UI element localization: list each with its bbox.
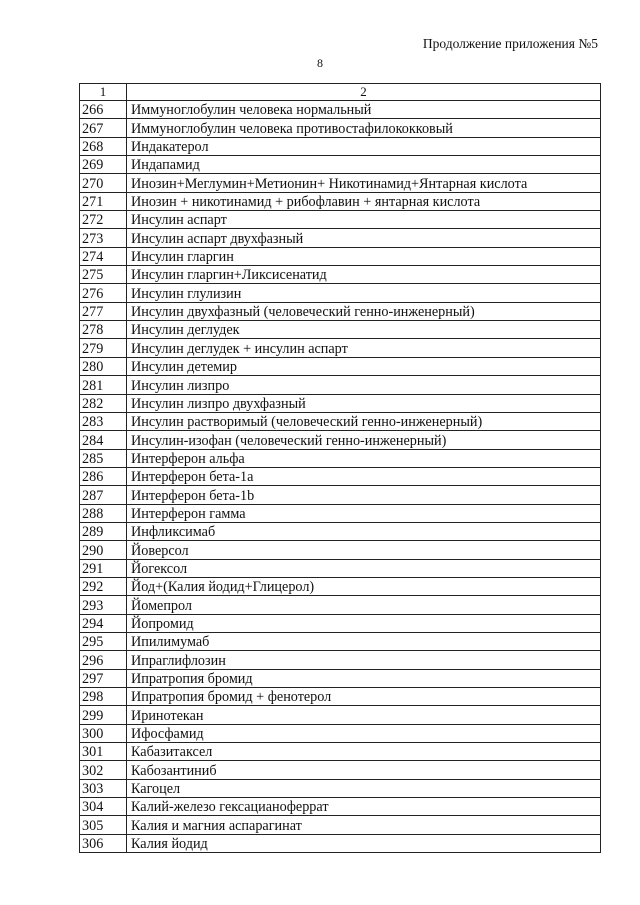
table-row bbox=[80, 522, 601, 540]
drug-name-cell: Индапамид bbox=[127, 156, 601, 174]
row-number-cell: 266 bbox=[80, 101, 127, 119]
drug-name-cell: Интерферон альфа bbox=[127, 449, 601, 467]
table-row bbox=[80, 834, 601, 852]
row-number-cell: 303 bbox=[80, 779, 127, 797]
drug-name-cell: Инсулин аспарт bbox=[127, 211, 601, 229]
row-number-cell: 292 bbox=[80, 577, 127, 595]
row-number-cell: 282 bbox=[80, 394, 127, 412]
row-number-cell: 280 bbox=[80, 357, 127, 375]
row-number-cell: 277 bbox=[80, 302, 127, 320]
table-row bbox=[80, 321, 601, 339]
drug-name-cell: Инсулин глулизин bbox=[127, 284, 601, 302]
row-number-cell: 290 bbox=[80, 541, 127, 559]
column-header-number: 1 bbox=[80, 84, 127, 101]
table-row bbox=[80, 192, 601, 210]
table-row bbox=[80, 779, 601, 797]
table-row bbox=[80, 688, 601, 706]
drug-name-cell: Инсулин растворимый (человеческий генно-инженерный) bbox=[127, 412, 601, 430]
table-row bbox=[80, 266, 601, 284]
row-number-cell: 269 bbox=[80, 156, 127, 174]
row-number-cell: 278 bbox=[80, 321, 127, 339]
row-number-cell: 279 bbox=[80, 339, 127, 357]
table-row bbox=[80, 614, 601, 632]
drug-name-cell: Инсулин лизпро двухфазный bbox=[127, 394, 601, 412]
row-number-cell: 288 bbox=[80, 504, 127, 522]
row-number-cell: 295 bbox=[80, 632, 127, 650]
drug-name-cell: Ипратропия бромид bbox=[127, 669, 601, 687]
drug-name-cell: Инсулин гларгин bbox=[127, 247, 601, 265]
table-row bbox=[80, 706, 601, 724]
table-row bbox=[80, 284, 601, 302]
row-number-cell: 271 bbox=[80, 192, 127, 210]
row-number-cell: 286 bbox=[80, 467, 127, 485]
drug-name-cell: Иммуноглобулин человека противостафилококковый bbox=[127, 119, 601, 137]
table-row bbox=[80, 816, 601, 834]
drug-name-cell: Инсулин деглудек + инсулин аспарт bbox=[127, 339, 601, 357]
drug-name-cell: Ифосфамид bbox=[127, 724, 601, 742]
row-number-cell: 285 bbox=[80, 449, 127, 467]
drug-name-cell: Кабозантиниб bbox=[127, 761, 601, 779]
row-number-cell: 267 bbox=[80, 119, 127, 137]
table-row bbox=[80, 137, 601, 155]
drug-name-cell: Йомепрол bbox=[127, 596, 601, 614]
table-row bbox=[80, 504, 601, 522]
table-row bbox=[80, 743, 601, 761]
drug-name-cell: Ипилимумаб bbox=[127, 632, 601, 650]
table-row bbox=[80, 632, 601, 650]
drug-name-cell: Инфликсимаб bbox=[127, 522, 601, 540]
row-number-cell: 273 bbox=[80, 229, 127, 247]
table-row bbox=[80, 541, 601, 559]
column-header-name: 2 bbox=[127, 84, 601, 101]
drug-name-cell: Калия йодид bbox=[127, 834, 601, 852]
drug-name-cell: Кагоцел bbox=[127, 779, 601, 797]
table-row bbox=[80, 467, 601, 485]
drug-name-cell: Ипраглифлозин bbox=[127, 651, 601, 669]
table-row bbox=[80, 412, 601, 430]
table-row bbox=[80, 211, 601, 229]
table-row bbox=[80, 651, 601, 669]
drug-name-cell: Калий-железо гексацианоферрат bbox=[127, 798, 601, 816]
row-number-cell: 275 bbox=[80, 266, 127, 284]
row-number-cell: 296 bbox=[80, 651, 127, 669]
table-row bbox=[80, 119, 601, 137]
drug-name-cell: Инсулин аспарт двухфазный bbox=[127, 229, 601, 247]
drug-name-cell: Интерферон бета-1b bbox=[127, 486, 601, 504]
drug-name-cell: Йопромид bbox=[127, 614, 601, 632]
row-number-cell: 281 bbox=[80, 376, 127, 394]
row-number-cell: 293 bbox=[80, 596, 127, 614]
table-row bbox=[80, 101, 601, 119]
row-number-cell: 283 bbox=[80, 412, 127, 430]
table-row bbox=[80, 798, 601, 816]
row-number-cell: 300 bbox=[80, 724, 127, 742]
row-number-cell: 276 bbox=[80, 284, 127, 302]
medication-table bbox=[79, 83, 601, 853]
table-row bbox=[80, 577, 601, 595]
drug-name-cell: Иринотекан bbox=[127, 706, 601, 724]
table-row bbox=[80, 339, 601, 357]
drug-name-cell: Ипратропия бромид + фенотерол bbox=[127, 688, 601, 706]
row-number-cell: 287 bbox=[80, 486, 127, 504]
drug-name-cell: Инозин+Меглумин+Метионин+ Никотинамид+Янтарная кислота bbox=[127, 174, 601, 192]
drug-name-cell: Йоверсол bbox=[127, 541, 601, 559]
drug-name-cell: Интерферон бета-1а bbox=[127, 467, 601, 485]
row-number-cell: 301 bbox=[80, 743, 127, 761]
drug-name-cell: Кабазитаксел bbox=[127, 743, 601, 761]
page-number: 8 bbox=[317, 56, 323, 70]
table-row bbox=[80, 302, 601, 320]
table-row bbox=[80, 174, 601, 192]
table-row bbox=[80, 761, 601, 779]
table-row bbox=[80, 394, 601, 412]
row-number-cell: 305 bbox=[80, 816, 127, 834]
drug-name-cell: Иммуноглобулин человека нормальный bbox=[127, 101, 601, 119]
table-row bbox=[80, 156, 601, 174]
table-row bbox=[80, 449, 601, 467]
drug-name-cell: Инсулин лизпро bbox=[127, 376, 601, 394]
row-number-cell: 272 bbox=[80, 211, 127, 229]
appendix-continuation-note: Продолжение приложения №5 bbox=[422, 36, 598, 51]
table-row bbox=[80, 357, 601, 375]
row-number-cell: 270 bbox=[80, 174, 127, 192]
drug-name-cell: Калия и магния аспарагинат bbox=[127, 816, 601, 834]
drug-name-cell: Инозин + никотинамид + рибофлавин + янтарная кислота bbox=[127, 192, 601, 210]
table-row bbox=[80, 596, 601, 614]
table-row bbox=[80, 229, 601, 247]
table-row bbox=[80, 724, 601, 742]
drug-name-cell: Инсулин гларгин+Ликсисенатид bbox=[127, 266, 601, 284]
row-number-cell: 289 bbox=[80, 522, 127, 540]
drug-name-cell: Инсулин-изофан (человеческий генно-инженерный) bbox=[127, 431, 601, 449]
table-row bbox=[80, 431, 601, 449]
table-row bbox=[80, 669, 601, 687]
table-row bbox=[80, 376, 601, 394]
drug-name-cell: Инсулин детемир bbox=[127, 357, 601, 375]
row-number-cell: 284 bbox=[80, 431, 127, 449]
table-row bbox=[80, 559, 601, 577]
table-header-row bbox=[80, 84, 601, 101]
drug-name-cell: Интерферон гамма bbox=[127, 504, 601, 522]
row-number-cell: 291 bbox=[80, 559, 127, 577]
drug-name-cell: Инсулин деглудек bbox=[127, 321, 601, 339]
drug-name-cell: Инсулин двухфазный (человеческий генно-инженерный) bbox=[127, 302, 601, 320]
drug-name-cell: Йогексол bbox=[127, 559, 601, 577]
row-number-cell: 294 bbox=[80, 614, 127, 632]
drug-name-cell: Йод+(Калия йодид+Глицерол) bbox=[127, 577, 601, 595]
row-number-cell: 304 bbox=[80, 798, 127, 816]
row-number-cell: 306 bbox=[80, 834, 127, 852]
table-row bbox=[80, 247, 601, 265]
row-number-cell: 302 bbox=[80, 761, 127, 779]
row-number-cell: 268 bbox=[80, 137, 127, 155]
row-number-cell: 274 bbox=[80, 247, 127, 265]
row-number-cell: 298 bbox=[80, 688, 127, 706]
drug-name-cell: Индакатерол bbox=[127, 137, 601, 155]
table-row bbox=[80, 486, 601, 504]
row-number-cell: 297 bbox=[80, 669, 127, 687]
row-number-cell: 299 bbox=[80, 706, 127, 724]
